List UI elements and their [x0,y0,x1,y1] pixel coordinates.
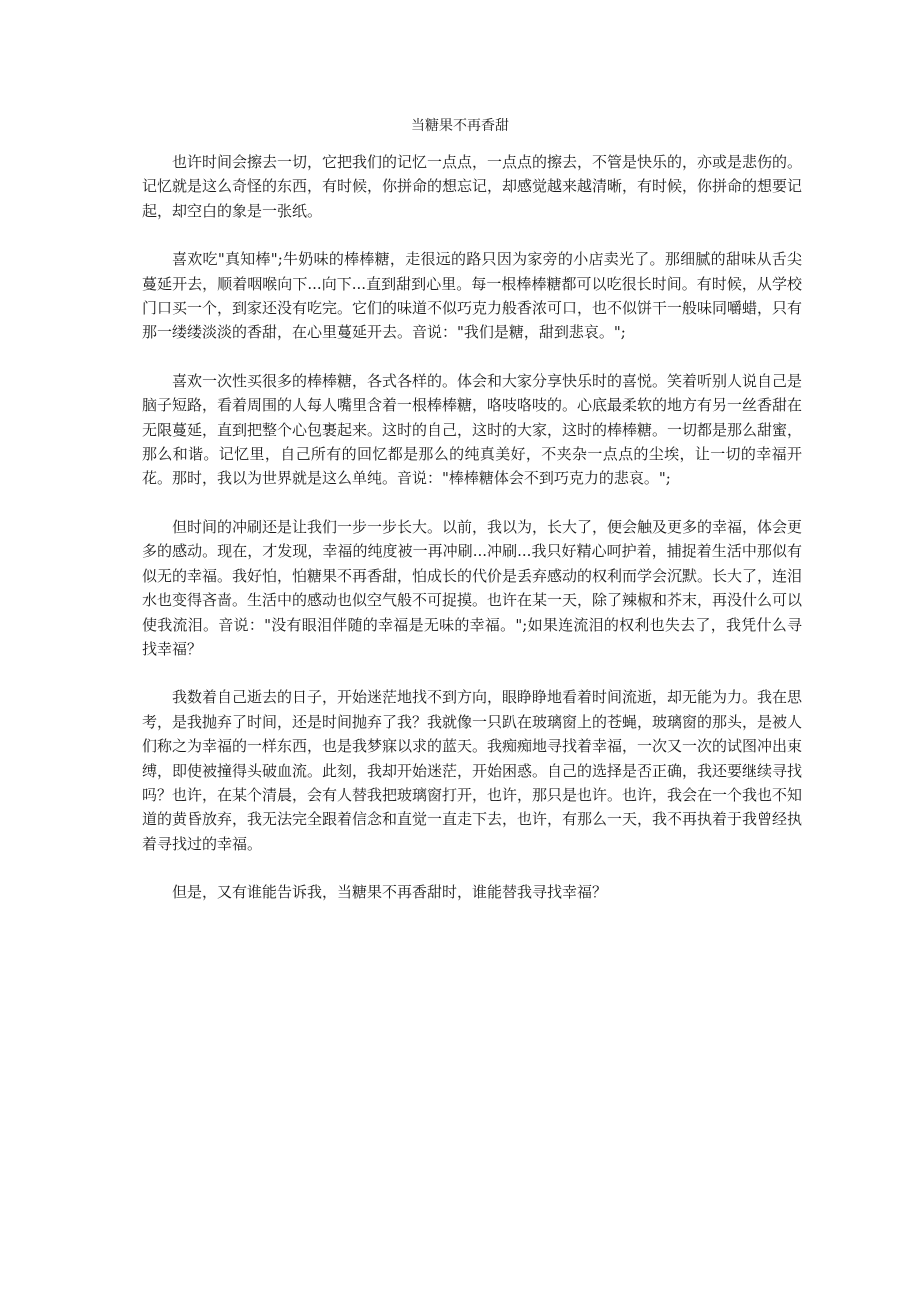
paragraph-3: 喜欢一次性买很多的棒棒糖，各式各样的。体会和大家分享快乐时的喜悦。笑着听别人说自己是脑子短路，看着周围的人每人嘴里含着一根棒棒糖，咯吱咯吱的。心底最柔软的地方有另一丝香甜在无限蔓延，直到把整个心包裹起来。这时的自己，这时的大家，这时的棒棒糖。一切都是那么甜蜜，那么和谐。记忆里，自己所有的回忆都是那么的纯真美好，不夹杂一点点的尘埃，让一切的幸福开花。那时，我以为世界就是这么单纯。音说："棒棒糖体会不到巧克力的悲哀。"; [142,371,803,488]
paragraph-6: 但是，又有谁能告诉我，当糖果不再香甜时，谁能替我寻找幸福？ [172,883,608,902]
paragraph-4: 但时间的冲刷还是让我们一步一步长大。以前，我以为，长大了，便会触及更多的幸福，体会更多的感动。现在，才发现，幸福的纯度被一再冲刷...冲刷...我只好精心呵护着，捕捉着生活中那似有似无的幸福。我好怕，怕糖果不再香甜，怕成长的代价是丢弃感动的权利而学会沉默。长大了，连泪水也变得吝啬。生活中的感动也似空气般不可捉摸。也许在某一天，除了辣椒和芥末，再没什么可以使我流泪。音说："没有眼泪伴随的幸福是无味的幸福。";如果连流泪的权利也失去了，我凭什么寻找幸福？ [142,517,803,658]
document-title: 当糖果不再香甜 [411,118,509,134]
paragraph-5: 我数着自己逝去的日子，开始迷茫地找不到方向，眼睁睁地看着时间流逝，却无能为力。我在思考，是我抛弃了时间，还是时间抛弃了我？我就像一只趴在玻璃窗上的苍蝇，玻璃窗的那头，是被人们称之为幸福的一样东西，也是我梦寐以求的蓝天。我痴痴地寻找着幸福，一次又一次的试图冲出束缚，即使被撞得头破血流。此刻，我却开始迷茫，开始困惑。自己的选择是否正确，我还要继续寻找吗？也许，在某个清晨，会有人替我把玻璃窗打开，也许，那只是也许。也许，我会在一个我也不知道的黄昏放弃，我无法完全跟着信念和直觉一直走下去，也许，有那么一天，我不再执着于我曾经执着寻找过的幸福。 [142,688,803,853]
paragraph-1: 也许时间会擦去一切，它把我们的记忆一点点，一点点的擦去，不管是快乐的，亦或是悲伤的。记忆就是这么奇怪的东西，有时候，你拼命的想忘记，却感觉越来越清晰，有时候，你拼命的想要记起，却空白的象是一张纸。 [142,153,803,220]
document-body [142,150,802,929]
paragraph-2: 喜欢吃"真知棒";牛奶味的棒棒糖，走很远的路只因为家旁的小店卖光了。那细腻的甜味从舌尖蔓延开去，顺着咽喉向下...向下...直到甜到心里。每一根棒棒糖都可以吃很长时间。有时候，从学校门口买一个，到家还没有吃完。它们的味道不似巧克力般香浓可口，也不似饼干一般味同嚼蜡，只有那一缕缕淡淡的香甜，在心里蔓延开去。音说："我们是糖，甜到悲哀。"; [142,250,803,342]
